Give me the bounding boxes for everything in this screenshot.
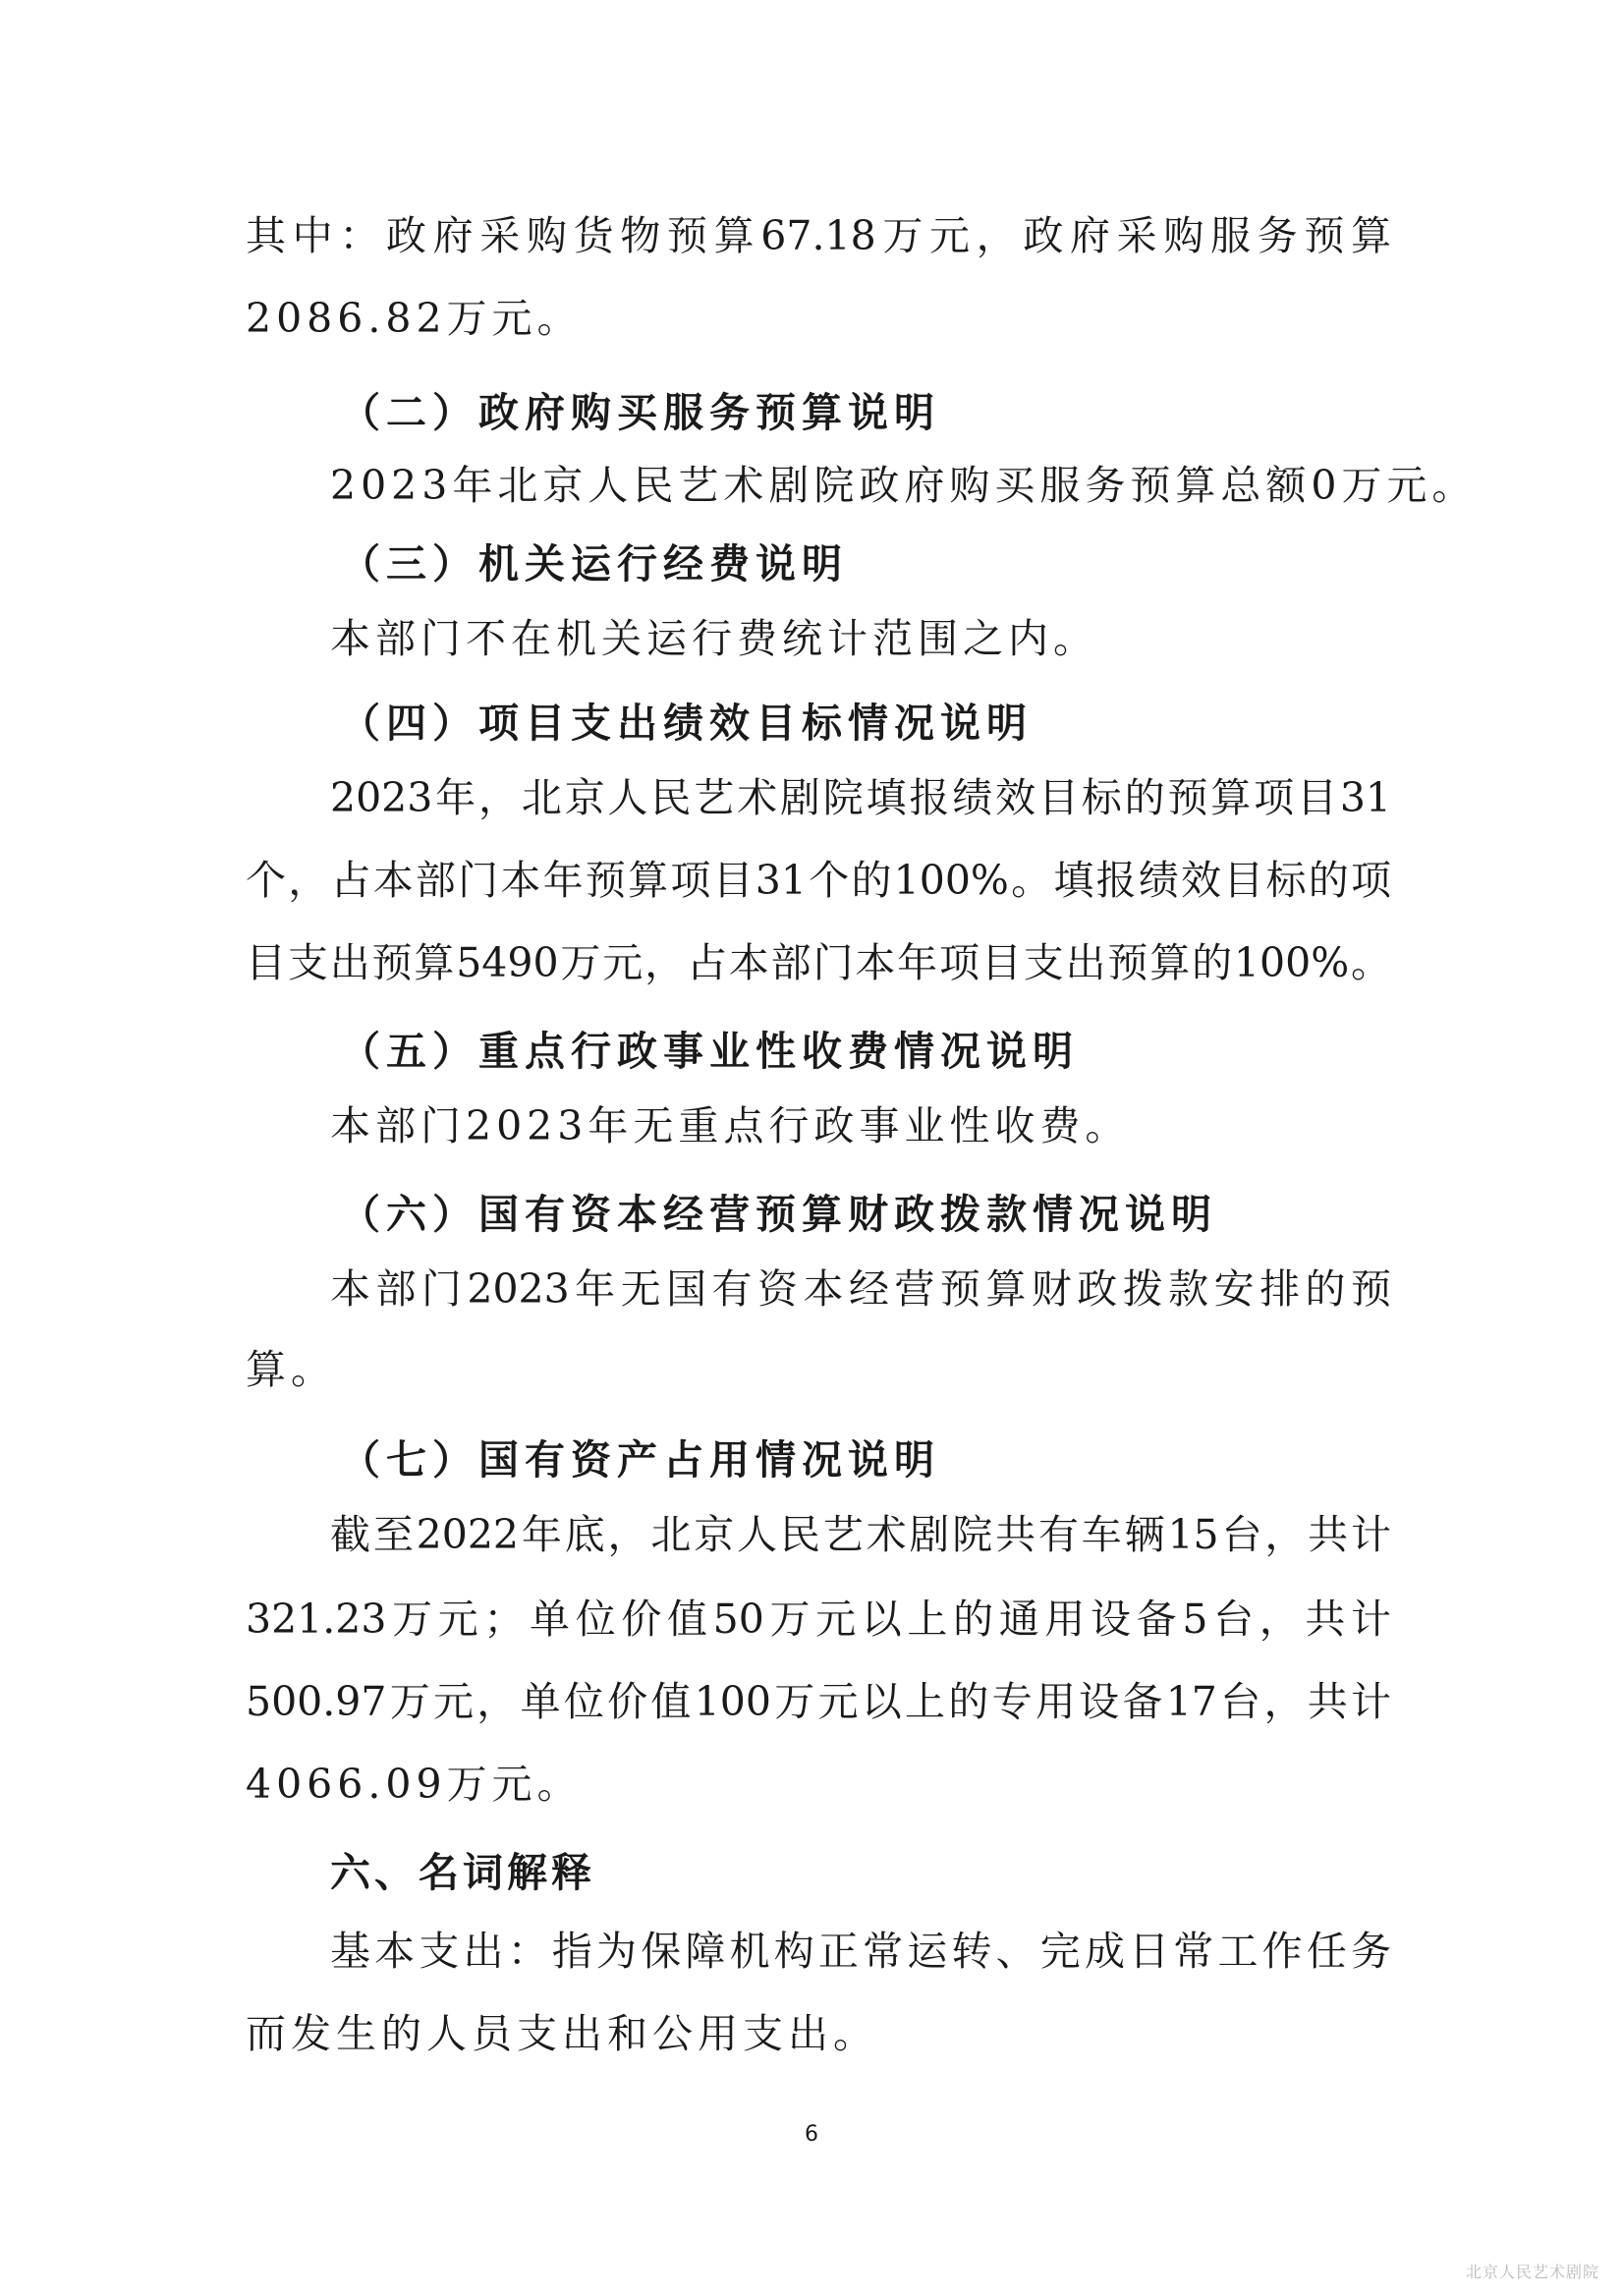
subheading-government-purchase-services: （二）政府购买服务预算说明	[340, 389, 940, 436]
paragraph-line: 本部门2023年无重点行政事业性收费。	[330, 1102, 1131, 1149]
paragraph-line: 321.23万元；单位价值50万元以上的通用设备5台，共计	[246, 1596, 1391, 1643]
paragraph-line: 基本支出：指为保障机构正常运转、完成日常工作任务	[330, 1928, 1391, 1975]
paragraph-line: 本部门2023年无国有资本经营预算财政拨款安排的预	[330, 1265, 1391, 1313]
paragraph-line: 2023年北京人民艺术剧院政府购买服务预算总额0万元。	[330, 462, 1478, 509]
paragraph-line: 2023年，北京人民艺术剧院填报绩效目标的预算项目31	[330, 774, 1391, 821]
subheading-operating-expenses: （三）机关运行经费说明	[340, 540, 848, 588]
subheading-state-capital-budget: （六）国有资本经营预算财政拨款情况说明	[340, 1191, 1217, 1238]
subheading-administrative-fees: （五）重点行政事业性收费情况说明	[340, 1028, 1079, 1075]
paragraph-line: 截至2022年底，北京人民艺术剧院共有车辆15台，共计	[330, 1511, 1391, 1558]
watermark: 北京人民艺术剧院	[1465, 2263, 1599, 2281]
page-number: 6	[805, 2122, 818, 2147]
paragraph-line: 本部门不在机关运行费统计范围之内。	[330, 615, 1098, 662]
paragraph-line: 500.97万元，单位价值100万元以上的专用设备17台，共计	[246, 1678, 1391, 1725]
paragraph-line: 而发生的人员支出和公用支出。	[246, 2010, 878, 2057]
subheading-performance-targets: （四）项目支出绩效目标情况说明	[340, 700, 1033, 747]
paragraph-line: 其中：政府采购货物预算67.18万元，政府采购服务预算	[246, 212, 1391, 259]
subheading-state-assets: （七）国有资产占用情况说明	[340, 1436, 940, 1484]
paragraph-line: 算。	[246, 1346, 336, 1393]
paragraph-line: 目支出预算5490万元，占本部门本年项目支出预算的100%。	[246, 939, 1391, 986]
paragraph-line: 个，占本部门本年预算项目31个的100%。填报绩效目标的项	[246, 857, 1391, 904]
section-heading-glossary: 六、名词解释	[330, 1849, 595, 1896]
paragraph-line: 4066.09万元。	[246, 1761, 583, 1808]
paragraph-line: 2086.82万元。	[246, 295, 583, 342]
